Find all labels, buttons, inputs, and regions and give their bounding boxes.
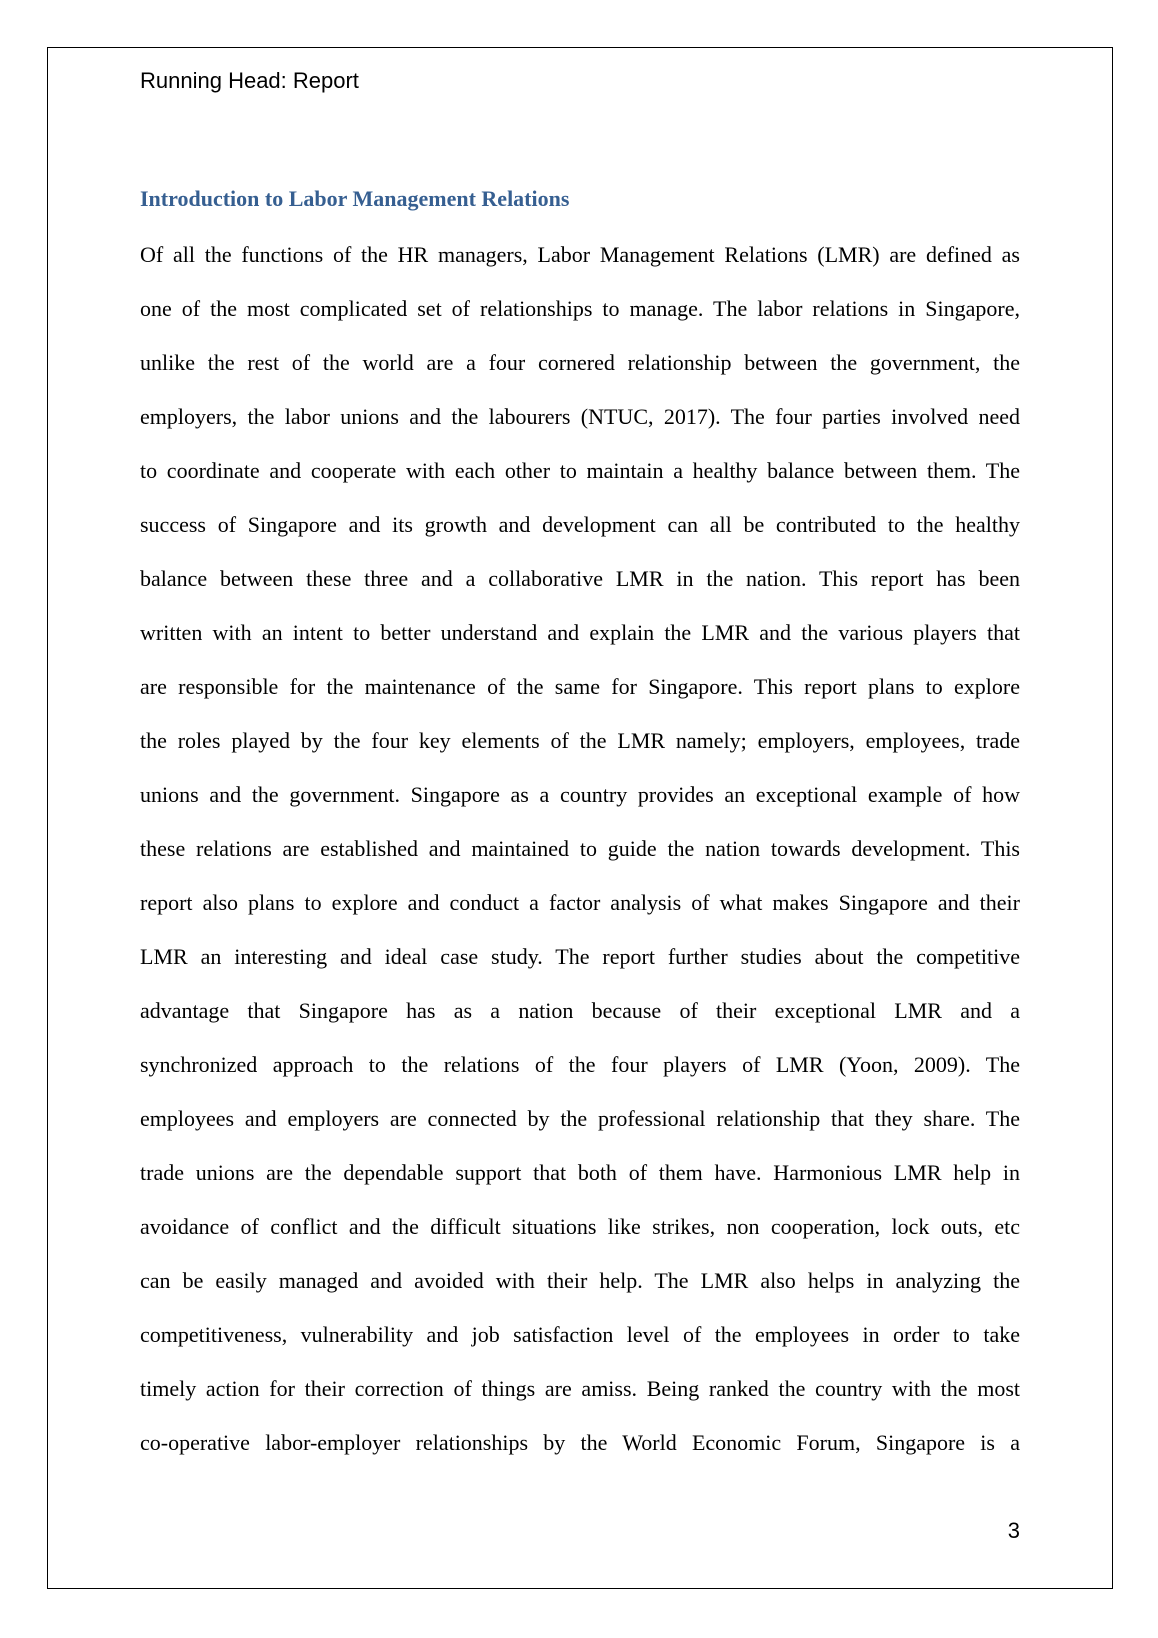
paragraph-line: these relations are established and maintained to guide the nation towards development. This (140, 836, 1020, 861)
body-paragraph (140, 228, 1020, 1470)
page-number: 3 (1007, 1518, 1020, 1543)
paragraph-line: unions and the government. Singapore as a country provides an exceptional example of how (140, 782, 1020, 807)
paragraph-line: can be easily managed and avoided with their help. The LMR also helps in analyzing the (140, 1268, 1020, 1293)
section-heading: Introduction to Labor Management Relations (140, 186, 570, 211)
paragraph-line: LMR an interesting and ideal case study. The report further studies about the competitive (140, 944, 1020, 969)
paragraph-line: avoidance of conflict and the difficult situations like strikes, non cooperation, lock outs, etc (140, 1214, 1020, 1239)
paragraph-line: one of the most complicated set of relationships to manage. The labor relations in Singapore, (140, 296, 1020, 321)
paragraph-line: synchronized approach to the relations of the four players of LMR (Yoon, 2009). The (140, 1052, 1020, 1077)
paragraph-line: employers, the labor unions and the labourers (NTUC, 2017). The four parties involved need (140, 404, 1020, 429)
paragraph-line: to coordinate and cooperate with each other to maintain a healthy balance between them. The (140, 458, 1020, 483)
paragraph-line: competitiveness, vulnerability and job satisfaction level of the employees in order to take (140, 1322, 1020, 1347)
paragraph-line: balance between these three and a collaborative LMR in the nation. This report has been (140, 566, 1020, 591)
paragraph-line: co-operative labor-employer relationships by the World Economic Forum, Singapore is a (140, 1430, 1020, 1455)
paragraph-line: written with an intent to better understand and explain the LMR and the various players that (140, 620, 1020, 645)
paragraph-line: success of Singapore and its growth and development can all be contributed to the healthy (140, 512, 1020, 537)
paragraph-line: Of all the functions of the HR managers, Labor Management Relations (LMR) are defined as (140, 242, 1020, 267)
paragraph-line: report also plans to explore and conduct a factor analysis of what makes Singapore and their (140, 890, 1020, 915)
paragraph-line: trade unions are the dependable support that both of them have. Harmonious LMR help in (140, 1160, 1020, 1185)
running-head: Running Head: Report (140, 68, 359, 93)
paragraph-line: employees and employers are connected by the professional relationship that they share. The (140, 1106, 1020, 1131)
paragraph-line: unlike the rest of the world are a four cornered relationship between the government, the (140, 350, 1020, 375)
paragraph-line: are responsible for the maintenance of the same for Singapore. This report plans to explore (140, 674, 1020, 699)
paragraph-line: timely action for their correction of things are amiss. Being ranked the country with the most (140, 1376, 1020, 1401)
paragraph-line: advantage that Singapore has as a nation because of their exceptional LMR and a (140, 998, 1020, 1023)
paragraph-line: the roles played by the four key elements of the LMR namely; employers, employees, trade (140, 728, 1020, 753)
